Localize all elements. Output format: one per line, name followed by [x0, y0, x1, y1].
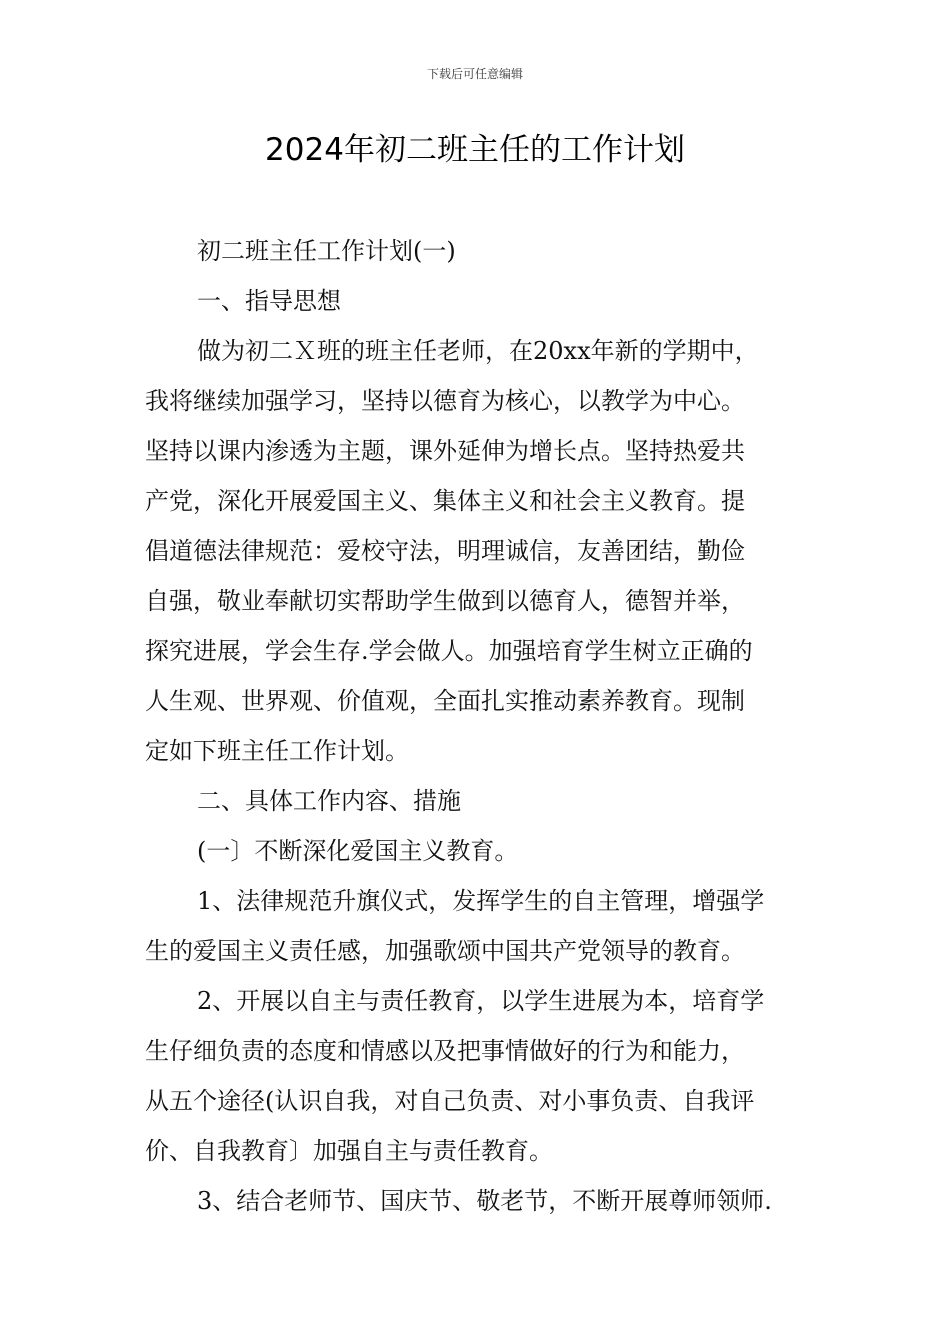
text-line: 生的爱国主义责任感，加强歌颂中国共产党领导的教育。: [145, 937, 745, 965]
text-line: 初二班主任工作计划(一): [197, 237, 456, 265]
text-line: 倡道德法律规范：爱校守法，明理诚信，友善团结，勤俭: [145, 537, 745, 565]
text-line: (一〕不断深化爱国主义教育。: [197, 837, 519, 865]
text-line: 产党，深化开展爱国主义、集体主义和社会主义教育。提: [145, 487, 745, 515]
text-line: 二、具体工作内容、措施: [197, 787, 461, 815]
text-line: 价、自我教育〕加强自主与责任教育。: [145, 1137, 553, 1165]
text-line: 做为初二Ｘ班的班主任老师，在20xx年新的学期中，: [197, 337, 759, 365]
text-line: 3、结合老师节、国庆节、敬老节，不断开展尊师领师.: [197, 1187, 772, 1215]
header-note: 下载后可任意编辑: [426, 67, 523, 81]
text-line: 1、法律规范升旗仪式，发挥学生的自主管理，增强学: [197, 887, 765, 915]
text-line: 人生观、世界观、价值观，全面扎实推动素养教育。现制: [145, 687, 745, 715]
text-line: 探究进展，学会生存.学会做人。加强培育学生树立正确的: [145, 637, 753, 665]
document-title: 2024年初二班主任的工作计划: [265, 132, 685, 168]
document-body: [145, 226, 811, 1226]
text-line: 我将继续加强学习，坚持以德育为核心，以教学为中心。: [145, 387, 745, 415]
text-line: 2、开展以自主与责任教育，以学生进展为本，培育学: [197, 987, 765, 1015]
text-line: 定如下班主任工作计划。: [145, 737, 409, 765]
text-line: 一、指导思想: [197, 287, 341, 315]
text-line: 自强，敬业奉献切实帮助学生做到以德育人，德智并举，: [145, 587, 745, 615]
text-line: 从五个途径(认识自我，对自己负责、对小事负责、自我评: [145, 1087, 755, 1115]
text-line: 坚持以课内渗透为主题，课外延伸为增长点。坚持热爱共: [145, 437, 745, 465]
text-line: 生仔细负责的态度和情感以及把事情做好的行为和能力，: [145, 1037, 745, 1065]
